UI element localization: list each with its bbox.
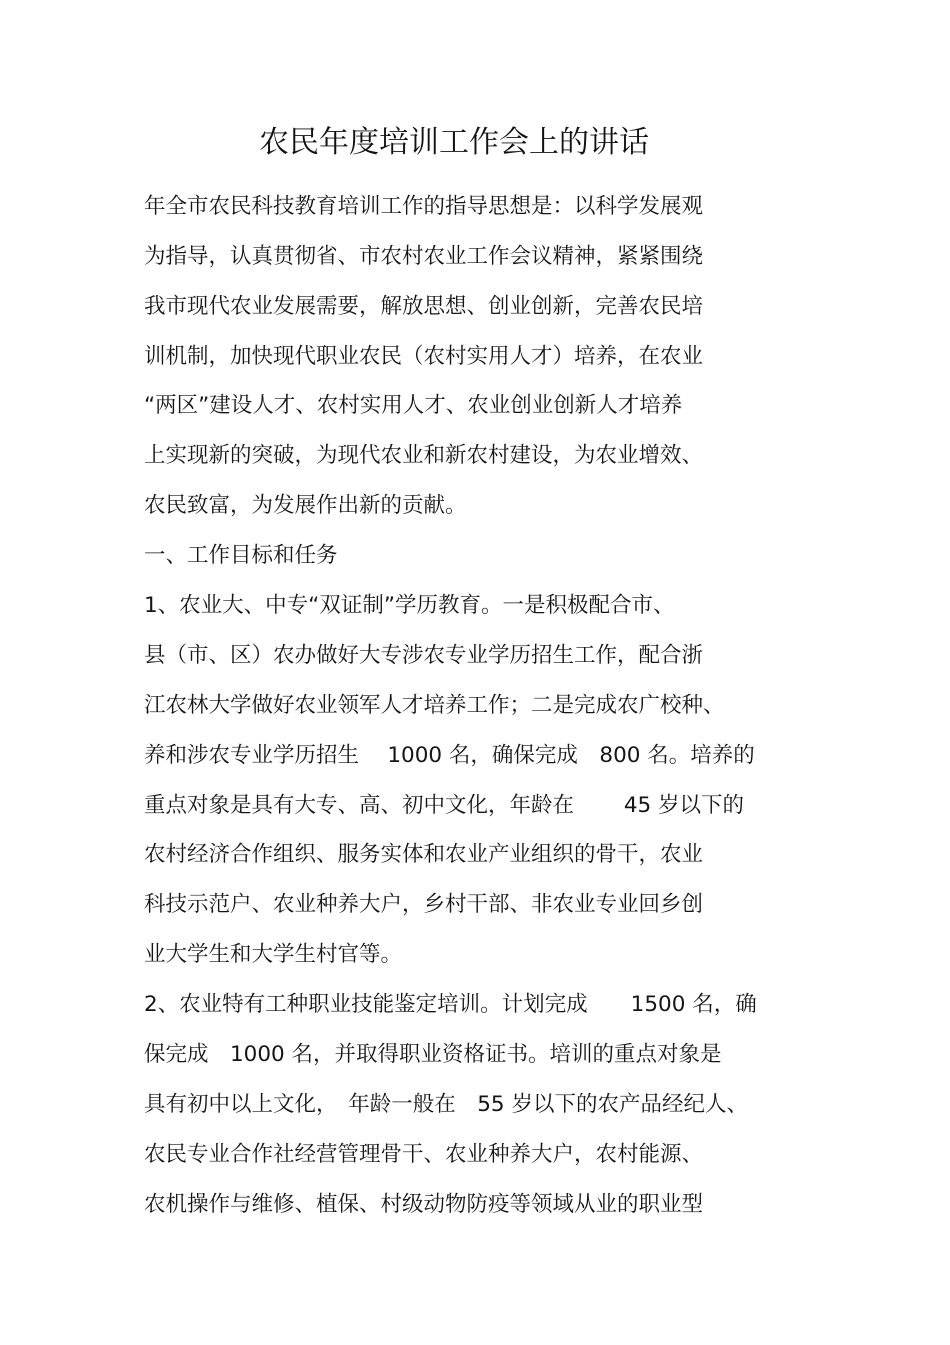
paragraph-line: 具有初中以上文化， 年龄一般在 55 岁以下的农产品经纪人、 — [144, 1092, 748, 1117]
paragraph-line: 养和涉农专业学历招生 1000 名，确保完成 800 名。培养的 — [144, 743, 755, 768]
paragraph-line: 业大学生和大学生村官等。 — [144, 942, 403, 967]
paragraph-line: 年全市农民科技教育培训工作的指导思想是：以科学发展观 — [144, 194, 704, 219]
paragraph-line: 县（市、区）农办做好大专涉农专业学历招生工作，配合浙 — [144, 643, 704, 668]
paragraph-line: 农机操作与维修、植保、村级动物防疫等领域从业的职业型 — [144, 1192, 704, 1217]
paragraph-line: “两区”建设人才、农村实用人才、农业创业创新人才培养 — [144, 393, 683, 418]
paragraph-line: 1、农业大、中专“双证制”学历教育。一是积极配合市、 — [144, 593, 675, 618]
paragraph-line: 上实现新的突破，为现代农业和新农村建设，为农业增效、 — [144, 443, 704, 468]
paragraph-line: 2、农业特有工种职业技能鉴定培训。计划完成 1500 名，确 — [144, 992, 757, 1017]
paragraph-line: 为指导，认真贯彻省、市农村农业工作会议精神，紧紧围绕 — [144, 244, 704, 269]
document-title: 农民年度培训工作会上的讲话 — [259, 125, 649, 160]
paragraph-line: 科技示范户、农业种养大户，乡村干部、非农业专业回乡创 — [144, 892, 704, 917]
paragraph-line: 江农林大学做好农业领军人才培养工作；二是完成农广校种、 — [144, 693, 725, 718]
paragraph-line: 农民致富，为发展作出新的贡献。 — [144, 493, 467, 518]
paragraph-line: 我市现代农业发展需要，解放思想、创业创新，完善农民培 — [144, 294, 704, 319]
paragraph-line: 保完成 1000 名，并取得职业资格证书。培训的重点对象是 — [144, 1042, 722, 1067]
paragraph-line: 农民专业合作社经营管理骨干、农业种养大户，农村能源、 — [144, 1142, 704, 1167]
paragraph-line: 农村经济合作组织、服务实体和农业产业组织的骨干，农业 — [144, 842, 704, 867]
paragraph-line: 重点对象是具有大专、高、初中文化，年龄在 45 岁以下的 — [144, 793, 745, 818]
paragraph-line: 训机制，加快现代职业农民（农村实用人才）培养，在农业 — [144, 344, 704, 369]
section-heading: 一、工作目标和任务 — [144, 543, 338, 568]
